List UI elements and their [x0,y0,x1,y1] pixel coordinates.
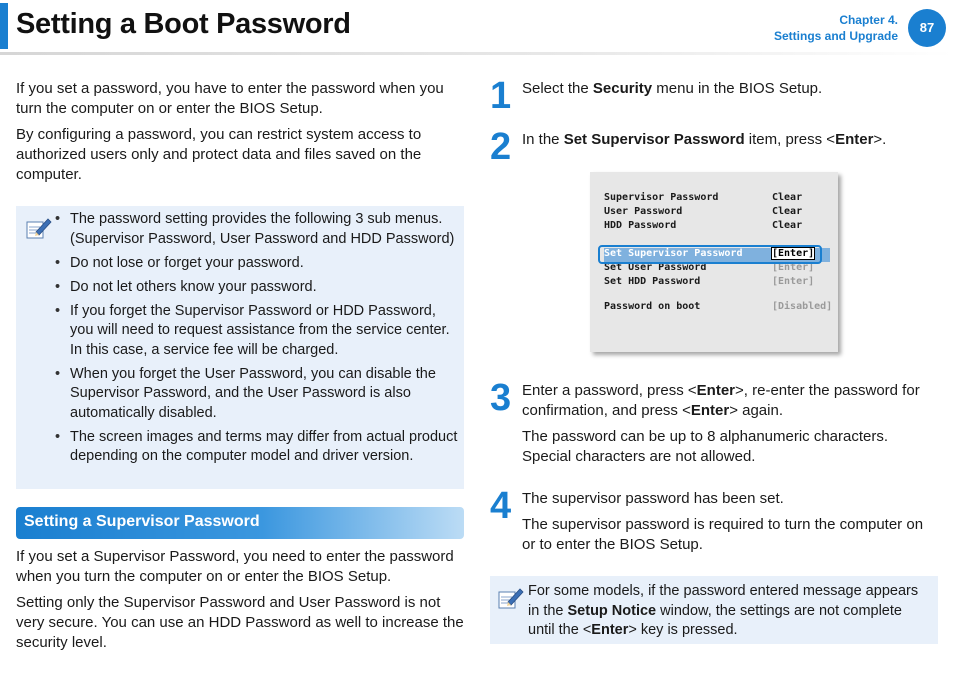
bios-row-value: Clear [772,220,803,231]
tip-window-name: Setup Notice [567,602,657,619]
chapter-title: Settings and Upgrade [773,29,898,43]
step-3-paragraph-1 [522,381,937,421]
step-2-item-name: Set Supervisor Password [563,131,745,148]
step-3-text-pre: Enter a password, press < [522,382,697,399]
intro-paragraph-1: If you set a password, you have to enter the password when you turn the computer on or enter the BIOS Setup. [16,80,444,117]
step-4-paragraph-1: The supervisor password has been set. [522,490,784,507]
step-4-paragraph-2: The supervisor password is required to turn the computer on or to enter the BIOS Setup. [522,516,924,553]
step-1-text [522,79,937,99]
pencil-note-icon [26,216,52,240]
note-item: • When you forget the User Password, you can disable the Supervisor Password, and the User Password is also automatically disabled. [70,365,460,424]
note-list [70,210,460,471]
tip-text [528,582,932,641]
page-title: Setting a Boot Password [16,8,351,40]
step-number-4: 4 [490,485,512,527]
step-3-key-name: Enter [696,382,736,399]
title-divider [0,52,954,55]
step-1-menu-name: Security [592,80,653,97]
bios-row-label: Set User Password [604,262,707,273]
note-item: • Do not let others know your password. [70,278,460,298]
step-1-text-post: menu in the BIOS Setup. [652,80,823,97]
bios-row-label: Password on boot [604,301,701,312]
bios-row-supervisor-password [604,192,830,206]
note-box [16,206,464,489]
note-item: • Do not lose or forget your password. [70,254,460,274]
bios-row-user-password [604,206,830,220]
step-3-text-post: > again. [729,402,783,419]
step-2-text [522,130,937,150]
step-2-text-mid: item, press < [744,131,836,148]
bios-row-label: HDD Password [604,220,677,231]
step-3-text-mid: >, re-enter the password for confirmation, and press < [522,382,920,419]
bios-row-value: [Enter] [772,262,815,273]
bios-row-label: Supervisor Password [604,192,719,203]
bios-row-hdd-password [604,220,830,234]
tip-key-name: Enter [591,622,629,638]
step-2-text-post: >. [873,131,887,148]
bios-row-value: [Enter] [772,276,815,287]
tip-text-mid: window, the settings are not complete until the < [528,602,902,638]
note-item: • The screen images and terms may differ from actual product depending on the computer model and driver version. [70,428,460,467]
bios-row-label: User Password [604,206,683,217]
bios-row-value: Clear [772,206,803,217]
pencil-note-icon [498,586,524,610]
intro-text [16,79,464,191]
section-text [16,547,464,659]
bios-screenshot [590,172,838,352]
page-header [0,0,954,58]
note-item: • If you forget the Supervisor Password or HDD Password, you will need to request assistance from the service center. In this case, a service fee will be charged. [70,302,460,361]
bios-row-label: Set HDD Password [604,276,701,287]
note-item: • The password setting provides the following 3 sub menus. (Supervisor Password, User Password and HDD Password) [70,210,460,249]
section-paragraph-2: Setting only the Supervisor Password and User Password is not very secure. You can use an HDD Password as well to increase the security level. [16,594,464,651]
bios-row-value: [Disabled] [772,301,833,312]
bios-row-value: [Enter] [772,248,815,259]
step-number-3: 3 [490,377,512,419]
step-2-text-pre: In the [522,131,564,148]
bios-row-label: Set Supervisor Password [604,248,743,259]
page-number-badge: 87 [908,9,946,47]
bios-row-password-on-boot[interactable] [604,301,833,315]
chapter-label [774,12,898,44]
step-3-text [522,381,937,473]
section-header [16,507,464,539]
tip-text-pre: For some models, if the password entered message appears in the [528,583,919,619]
tip-box [490,576,938,644]
bios-row-value: Clear [772,192,803,203]
step-3-key-name-2: Enter [690,402,730,419]
bios-row-set-user-password[interactable] [604,262,830,276]
chapter-number: Chapter 4. [839,13,898,27]
step-1-text-pre: Select the [522,80,593,97]
step-3-paragraph-2: The password can be up to 8 alphanumeric characters. Special characters are not allowed. [522,428,889,465]
section-paragraph-1: If you set a Supervisor Password, you need to enter the password when you turn the computer on or enter the BIOS Setup. [16,548,454,585]
step-number-2: 2 [490,126,512,168]
step-2-key-name: Enter [835,131,874,148]
bios-focus-highlight [598,245,822,264]
title-accent-bar [0,3,8,49]
bios-row-set-hdd-password[interactable] [604,276,830,290]
section-title: Setting a Supervisor Password [24,513,260,530]
intro-paragraph-2: By configuring a password, you can restrict system access to authorized users only and protect data and files saved on the computer. [16,126,422,183]
step-4-text [522,489,937,561]
step-number-1: 1 [490,75,512,117]
tip-text-post: > key is pressed. [628,622,738,638]
